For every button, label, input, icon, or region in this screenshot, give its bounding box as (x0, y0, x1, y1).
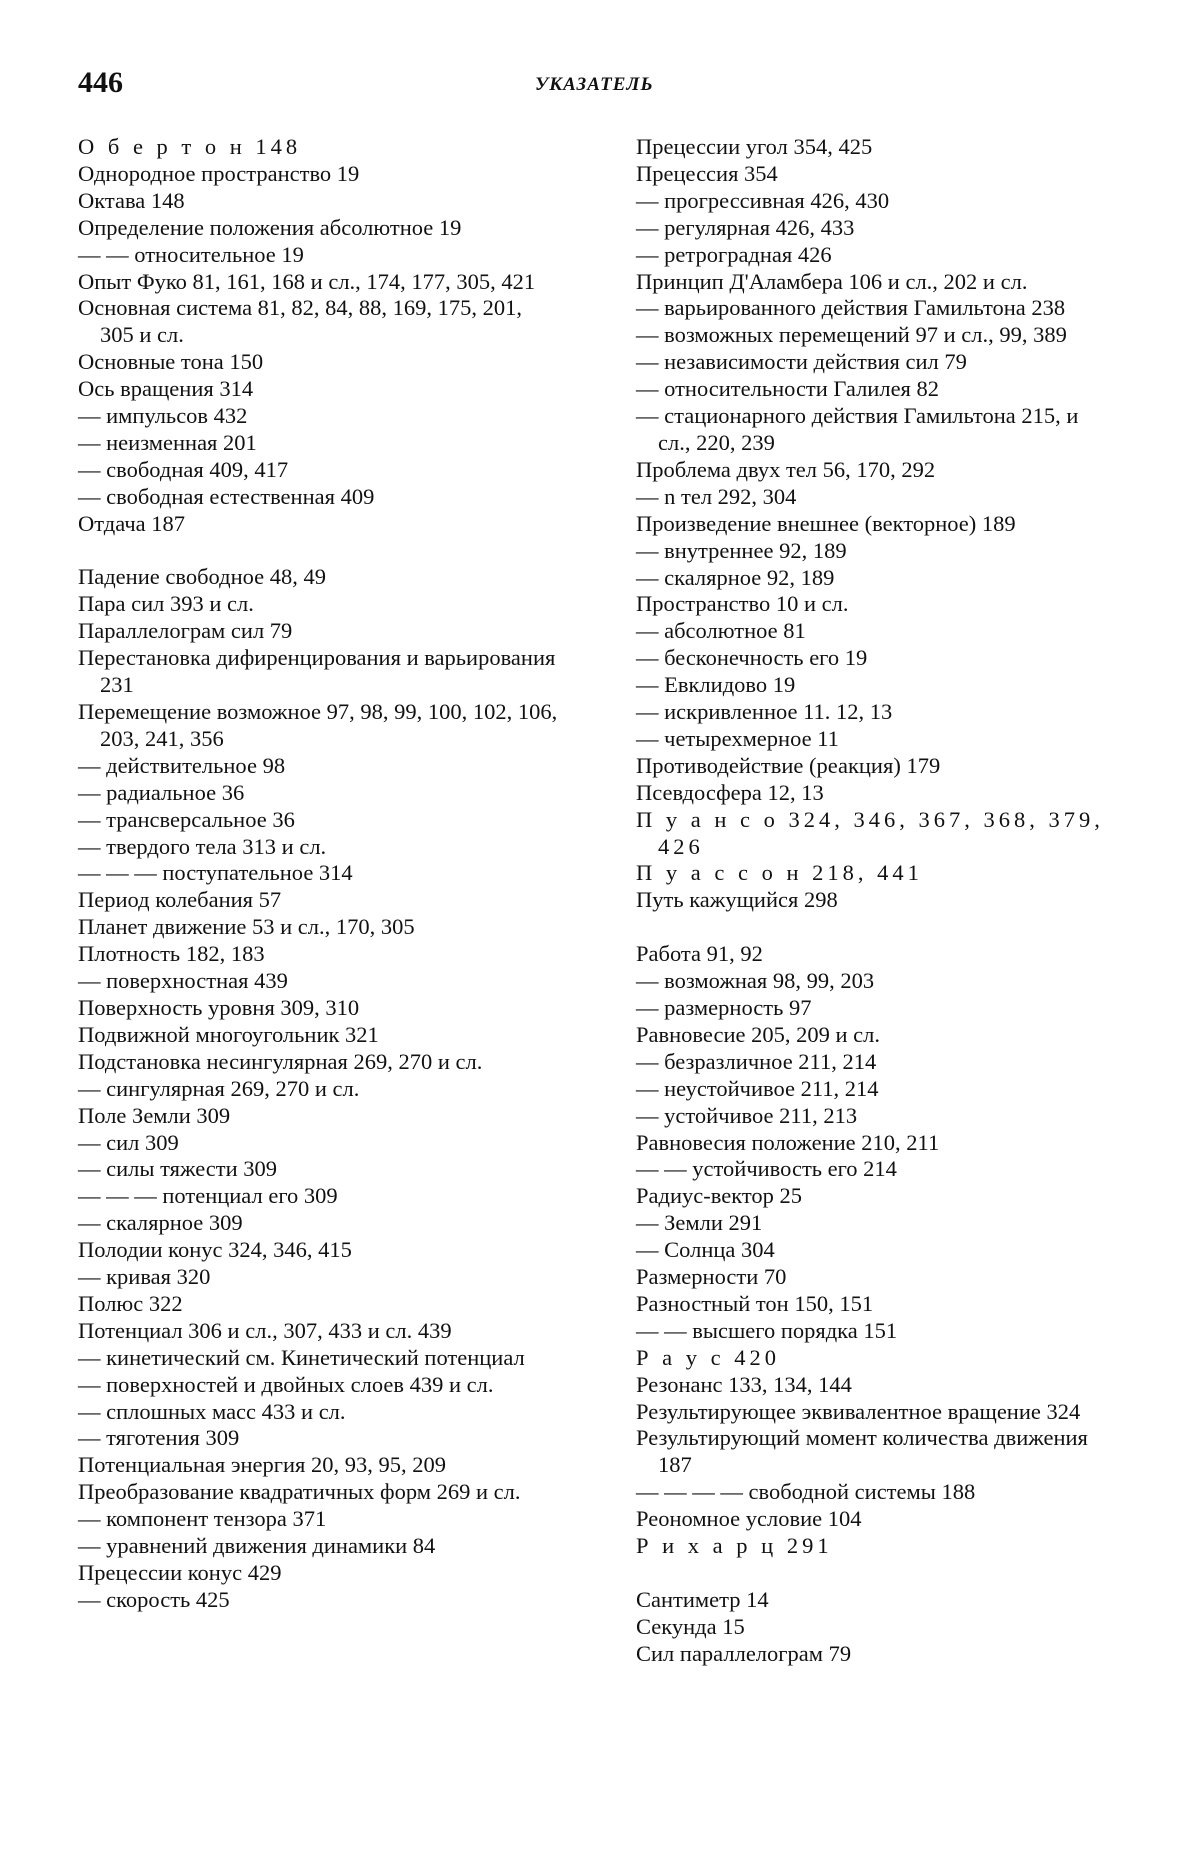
index-entry: Пространство 10 и сл. (636, 591, 849, 617)
index-entry: — n тел 292, 304 (636, 483, 797, 509)
index-entry: П у а с с о н 218, 441 (636, 860, 923, 886)
index-entry: Проблема двух тел 56, 170, 292 (636, 456, 936, 482)
index-entry: Основные тона 150 (78, 349, 264, 375)
index-entry: — тяготения 309 (78, 1425, 240, 1451)
index-entry: Реономное условие 104 (636, 1506, 862, 1532)
index-entry: Принцип Д'Аламбера 106 и сл., 202 и сл. (636, 268, 1028, 294)
index-entry: Р а у с 420 (636, 1344, 780, 1370)
index-entry: — искривленное 11. 12, 13 (636, 699, 893, 725)
index-entry: Преобразование квадратичных форм 269 и сл. (78, 1479, 521, 1505)
index-entry: Полодии конус 324, 346, 415 (78, 1237, 352, 1263)
index-entry: — абсолютное 81 (636, 618, 806, 644)
section-gap (78, 538, 558, 565)
index-entry: Основная система 81, 82, 84, 88, 169, 175, 201, 305 и сл. (78, 295, 523, 348)
index-entry: Октава 148 (78, 187, 185, 213)
index-entry: Р и х а р ц 291 (636, 1533, 833, 1559)
index-entry: Отдача 187 (78, 510, 185, 536)
index-entry: Путь кажущийся 298 (636, 887, 838, 913)
index-entry: — свободная 409, 417 (78, 456, 289, 482)
index-entry: Плотность 182, 183 (78, 941, 265, 967)
index-entry: — твердого тела 313 и сл. (78, 833, 327, 859)
index-entry: Размерности 70 (636, 1264, 787, 1290)
index-entry: П у а н с о 324, 346, 367, 368, 379, 426 (636, 806, 1104, 859)
index-entry: Параллелограм сил 79 (78, 618, 293, 644)
index-entry: Период колебания 57 (78, 887, 282, 913)
index-entry: — безразличное 211, 214 (636, 1048, 877, 1074)
index-entry: Полюс 322 (78, 1290, 183, 1316)
index-entry: — — относительное 19 (78, 241, 304, 267)
index-entry: — — — — свободной системы 188 (636, 1479, 976, 1505)
index-entry: Поле Земли 309 (78, 1102, 231, 1128)
index-entry: — поверхностей и двойных слоев 439 и сл. (78, 1371, 494, 1397)
page-number: 446 (78, 66, 123, 99)
index-entry: — Евклидово 19 (636, 672, 796, 698)
index-entry: — независимости действия сил 79 (636, 349, 967, 375)
index-entry: Секунда 15 (636, 1613, 745, 1639)
index-entry: — ретроградная 426 (636, 241, 832, 267)
index-column-left (78, 134, 558, 1614)
index-entry: Противодействие (реакция) 179 (636, 752, 941, 778)
index-entry: — кинетический см. Кинетический потенциал (78, 1344, 525, 1370)
index-entry: Однородное пространство 19 (78, 160, 360, 186)
index-entry: — четырехмерное 11 (636, 725, 839, 751)
index-entry: — бесконечность его 19 (636, 645, 868, 671)
index-entry: — сплошных масс 433 и сл. (78, 1398, 346, 1424)
index-entry: — стационарного действия Гамильтона 215, и сл., 220, 239 (636, 403, 1079, 455)
index-entry: — Земли 291 (636, 1210, 763, 1236)
index-entry: Результирующее эквивалентное вращение 324 (636, 1398, 1081, 1424)
index-entry: — неизменная 201 (78, 429, 257, 455)
index-entry: Пара сил 393 и сл. (78, 591, 254, 617)
index-entry: — устойчивое 211, 213 (636, 1102, 858, 1128)
index-entry: — прогрессивная 426, 430 (636, 187, 890, 213)
index-entry: — сингулярная 269, 270 и сл. (78, 1075, 360, 1101)
index-entry: Псевдосфера 12, 13 (636, 779, 824, 805)
section-gap (636, 1560, 1116, 1587)
index-entry: Потенциал 306 и сл., 307, 433 и сл. 439 (78, 1317, 452, 1343)
index-entry: Равновесие 205, 209 и сл. (636, 1021, 880, 1047)
index-entry: Сантиметр 14 (636, 1586, 769, 1612)
index-entry: — кривая 320 (78, 1264, 211, 1290)
index-entry: О б е р т о н 148 (78, 134, 302, 159)
index-entry: Определение положения абсолютное 19 (78, 214, 462, 240)
index-entry: — действительное 98 (78, 752, 286, 778)
index-entry: Опыт Фуко 81, 161, 168 и сл., 174, 177, 305, 421 (78, 268, 536, 294)
index-entry: — — — поступательное 314 (78, 860, 353, 886)
index-entry: — внутреннее 92, 189 (636, 537, 847, 563)
index-entry: Резонанс 133, 134, 144 (636, 1371, 852, 1397)
index-entry: Равновесия положение 210, 211 (636, 1129, 940, 1155)
index-entry: — скалярное 309 (78, 1210, 243, 1236)
index-entry: — импульсов 432 (78, 403, 248, 429)
index-entry: Прецессия 354 (636, 160, 778, 186)
index-entry: Подвижной многоугольник 321 (78, 1021, 379, 1047)
index-entry: — — высшего порядка 151 (636, 1317, 898, 1343)
index-entry: — скалярное 92, 189 (636, 564, 835, 590)
index-entry: Перестановка дифиренцирования и варьирования 231 (78, 645, 556, 698)
index-entry: Потенциальная энергия 20, 93, 95, 209 (78, 1452, 446, 1478)
index-entry: Произведение внешнее (векторное) 189 (636, 510, 1016, 536)
index-entry: — трансверсальное 36 (78, 806, 295, 832)
index-entry: — относительности Галилея 82 (636, 376, 940, 402)
index-column-right (636, 134, 1116, 1668)
index-entry: Планет движение 53 и сл., 170, 305 (78, 914, 415, 940)
index-entry: — скорость 425 (78, 1586, 230, 1612)
index-entry: — — устойчивость его 214 (636, 1156, 897, 1182)
index-entry: Ось вращения 314 (78, 376, 254, 402)
index-entry: Прецессии угол 354, 425 (636, 134, 873, 159)
index-entry: — регулярная 426, 433 (636, 214, 855, 240)
index-entry: Сил параллелограм 79 (636, 1640, 852, 1666)
index-entry: — силы тяжести 309 (78, 1156, 278, 1182)
index-entry: — поверхностная 439 (78, 968, 288, 994)
index-entry: Радиус-вектор 25 (636, 1183, 802, 1209)
index-entry: — возможных перемещений 97 и сл., 99, 389 (636, 322, 1067, 348)
index-entry: — размерность 97 (636, 994, 812, 1020)
index-entry: — Солнца 304 (636, 1237, 775, 1263)
index-entry: — радиальное 36 (78, 779, 245, 805)
index-entry: — уравнений движения динамики 84 (78, 1533, 436, 1559)
index-entry: Поверхность уровня 309, 310 (78, 994, 360, 1020)
index-entry: — возможная 98, 99, 203 (636, 968, 875, 994)
index-entry: Перемещение возможное 97, 98, 99, 100, 102, 106, 203, 241, 356 (78, 699, 558, 751)
index-entry: — компонент тензора 371 (78, 1506, 327, 1532)
index-entry: — варьированного действия Гамильтона 238 (636, 295, 1066, 321)
index-entry: Результирующий момент количества движения 187 (636, 1425, 1088, 1478)
index-entry: Разностный тон 150, 151 (636, 1290, 874, 1316)
index-entry: — свободная естественная 409 (78, 483, 375, 509)
index-entry: Работа 91, 92 (636, 941, 763, 967)
index-entry: Падение свободное 48, 49 (78, 564, 326, 590)
index-entry: — — — потенциал его 309 (78, 1183, 338, 1209)
index-entry: Прецессии конус 429 (78, 1560, 282, 1586)
index-entry: Подстановка несингулярная 269, 270 и сл. (78, 1048, 483, 1074)
section-gap (636, 914, 1116, 941)
running-head: УКАЗАТЕЛЬ (535, 74, 654, 95)
index-entry: — неустойчивое 211, 214 (636, 1075, 879, 1101)
index-entry: — сил 309 (78, 1129, 179, 1155)
